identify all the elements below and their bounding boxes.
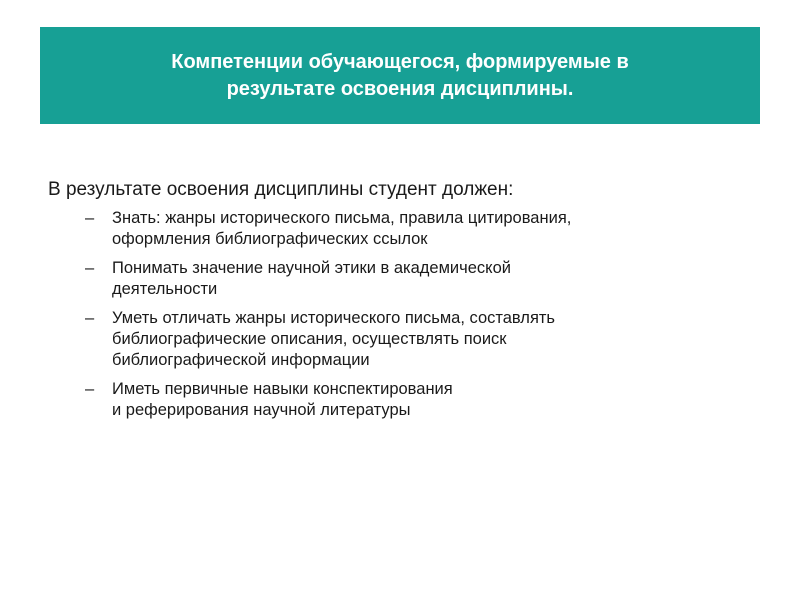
bullet-text: [112, 208, 748, 250]
bullet-text: [112, 379, 748, 421]
slide-title-line-1: Компетенции обучающегося, формируемые в: [171, 50, 629, 73]
bullet-text: [112, 308, 748, 371]
bullet-marker: –: [85, 209, 95, 227]
slide-body: [48, 177, 748, 429]
bullet-line: оформления библиографических ссылок: [112, 230, 428, 248]
bullet-line: и реферирования научной литературы: [112, 401, 411, 419]
list-item-have-skills: [48, 379, 748, 421]
bullet-line: библиографические описания, осуществлять поиск: [112, 330, 507, 348]
list-item-be-able: [48, 308, 748, 371]
bullet-marker: –: [85, 259, 95, 277]
slide-title: [171, 49, 629, 103]
list-item-know: [48, 208, 748, 250]
title-bar: [40, 27, 760, 124]
slide-title-line-2: результате освоения дисциплины.: [226, 77, 574, 100]
competency-list: [48, 208, 748, 421]
bullet-line: Понимать значение научной этики в академической: [112, 259, 511, 277]
bullet-line: Знать: жанры исторического письма, правила цитирования,: [112, 209, 572, 227]
list-item-understand: [48, 258, 748, 300]
bullet-line: деятельности: [112, 280, 218, 298]
bullet-line: Иметь первичные навыки конспектирования: [112, 380, 453, 398]
bullet-line: Уметь отличать жанры исторического письма, составлять: [112, 309, 556, 327]
bullet-line: библиографической информации: [112, 351, 370, 369]
intro-text: В результате освоения дисциплины студент должен:: [48, 179, 514, 200]
bullet-marker: –: [85, 309, 95, 327]
bullet-text: [112, 258, 748, 300]
bullet-marker: –: [85, 380, 95, 398]
